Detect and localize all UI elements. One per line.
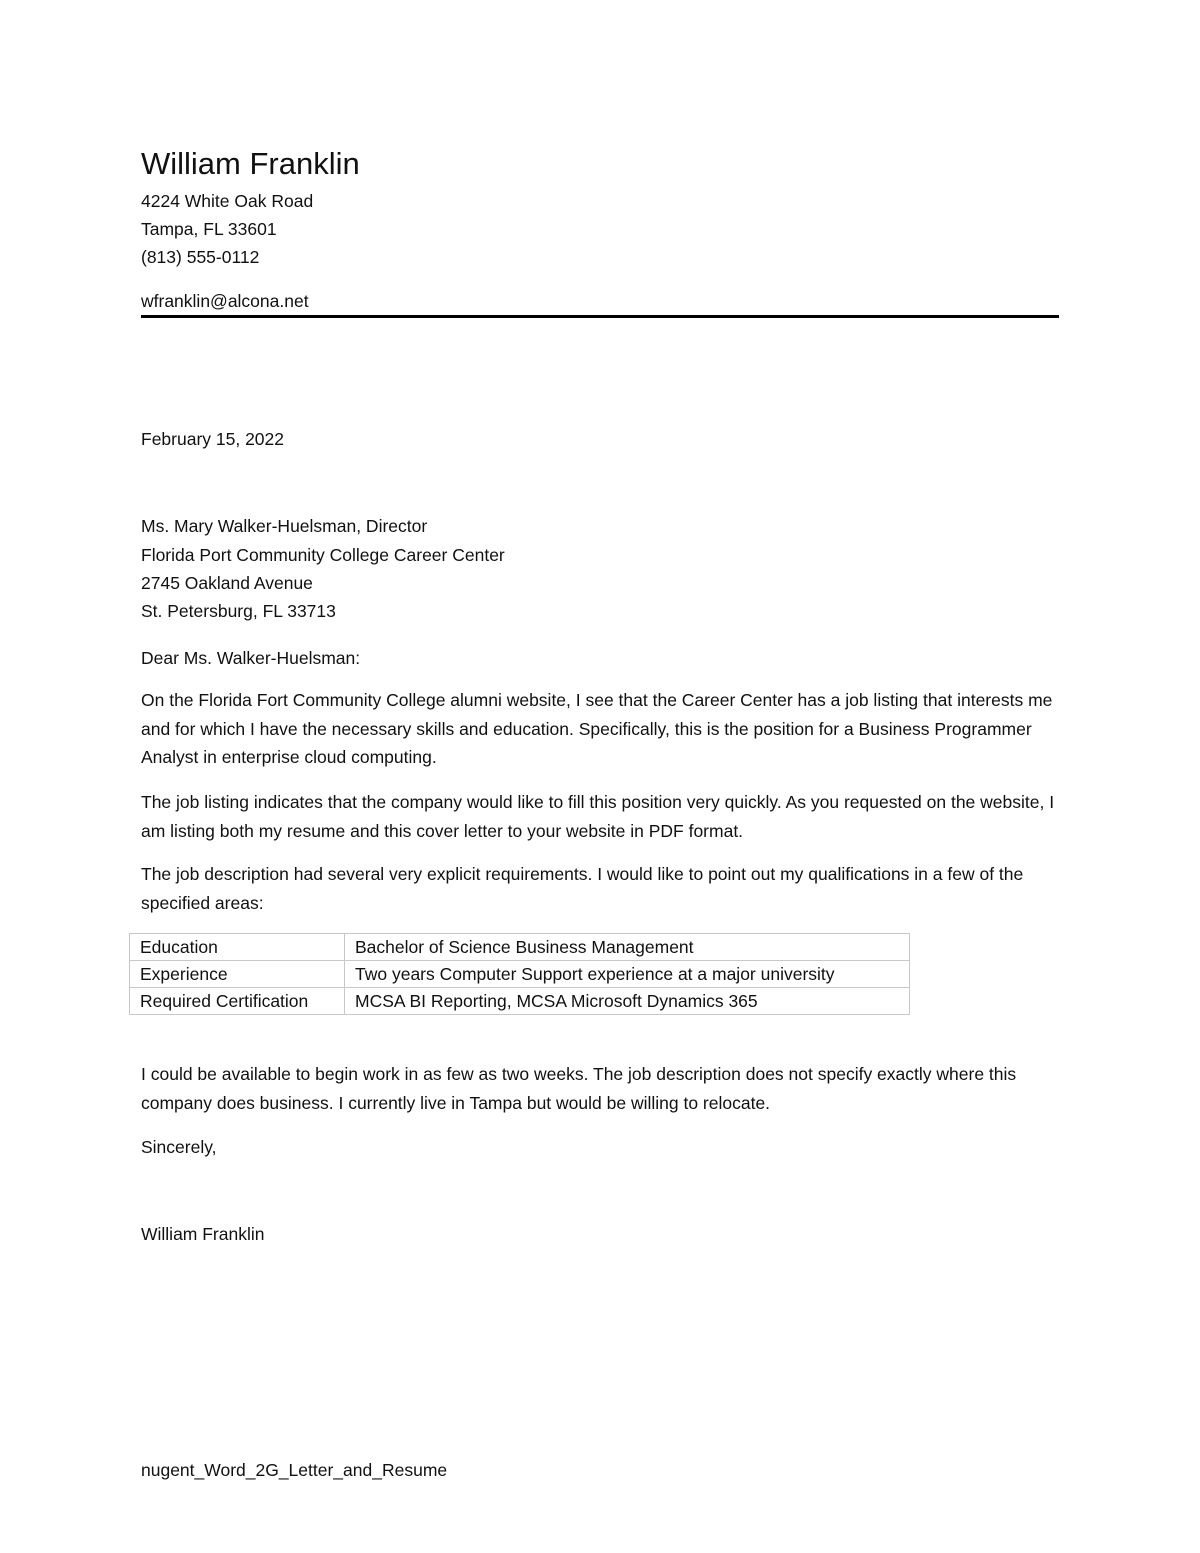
table-row [130,961,910,988]
signature: William Franklin [141,1224,265,1244]
table-row [130,988,910,1015]
document-footer: nugent_Word_2G_Letter_and_Resume [141,1460,448,1480]
qualification-value: MCSA BI Reporting, MCSA Microsoft Dynamics 365 [345,988,910,1015]
body-paragraph-4: I could be available to begin work in as few as two weeks. The job description does not specify exactly where this company does business. I currently live in Tampa but would be willing to relocate. [141,1064,1017,1113]
closing: Sincerely, [141,1137,217,1157]
sender-email: wfranklin@alcona.net [141,291,309,311]
qualification-label: Experience [130,961,345,988]
sender-name: William Franklin [141,146,360,181]
qualification-value: Bachelor of Science Business Management [345,934,910,961]
sender-address-line1: 4224 White Oak Road [141,191,314,211]
qualification-label: Education [130,934,345,961]
letterhead-divider [141,315,1059,318]
qualification-value: Two years Computer Support experience at a major university [345,961,910,988]
body-paragraph-1: On the Florida Fort Community College alumni website, I see that the Career Center has a job listing that interests me and for which I have the necessary skills and education. Specifically, this is the position for a Business Programmer Analyst in enterprise cloud computing. [141,690,1053,767]
body-paragraph-2: The job listing indicates that the company would like to fill this position very quickly. As you requested on the website, I am listing both my resume and this cover letter to your website in PDF format. [141,792,1055,841]
sender-address-line2: Tampa, FL 33601 [141,219,277,239]
recipient-line2: Florida Port Community College Career Center [141,545,505,565]
sender-phone: (813) 555-0112 [141,247,260,267]
recipient-line3: 2745 Oakland Avenue [141,573,313,593]
qualifications-table [129,933,910,1015]
recipient-line4: St. Petersburg, FL 33713 [141,601,336,621]
recipient-line1: Ms. Mary Walker-Huelsman, Director [141,516,428,536]
table-row [130,934,910,961]
salutation: Dear Ms. Walker-Huelsman: [141,648,361,668]
body-paragraph-3: The job description had several very explicit requirements. I would like to point out my qualifications in a few of the specified areas: [141,864,1024,913]
letter-date: February 15, 2022 [141,429,285,449]
qualification-label: Required Certification [130,988,345,1015]
